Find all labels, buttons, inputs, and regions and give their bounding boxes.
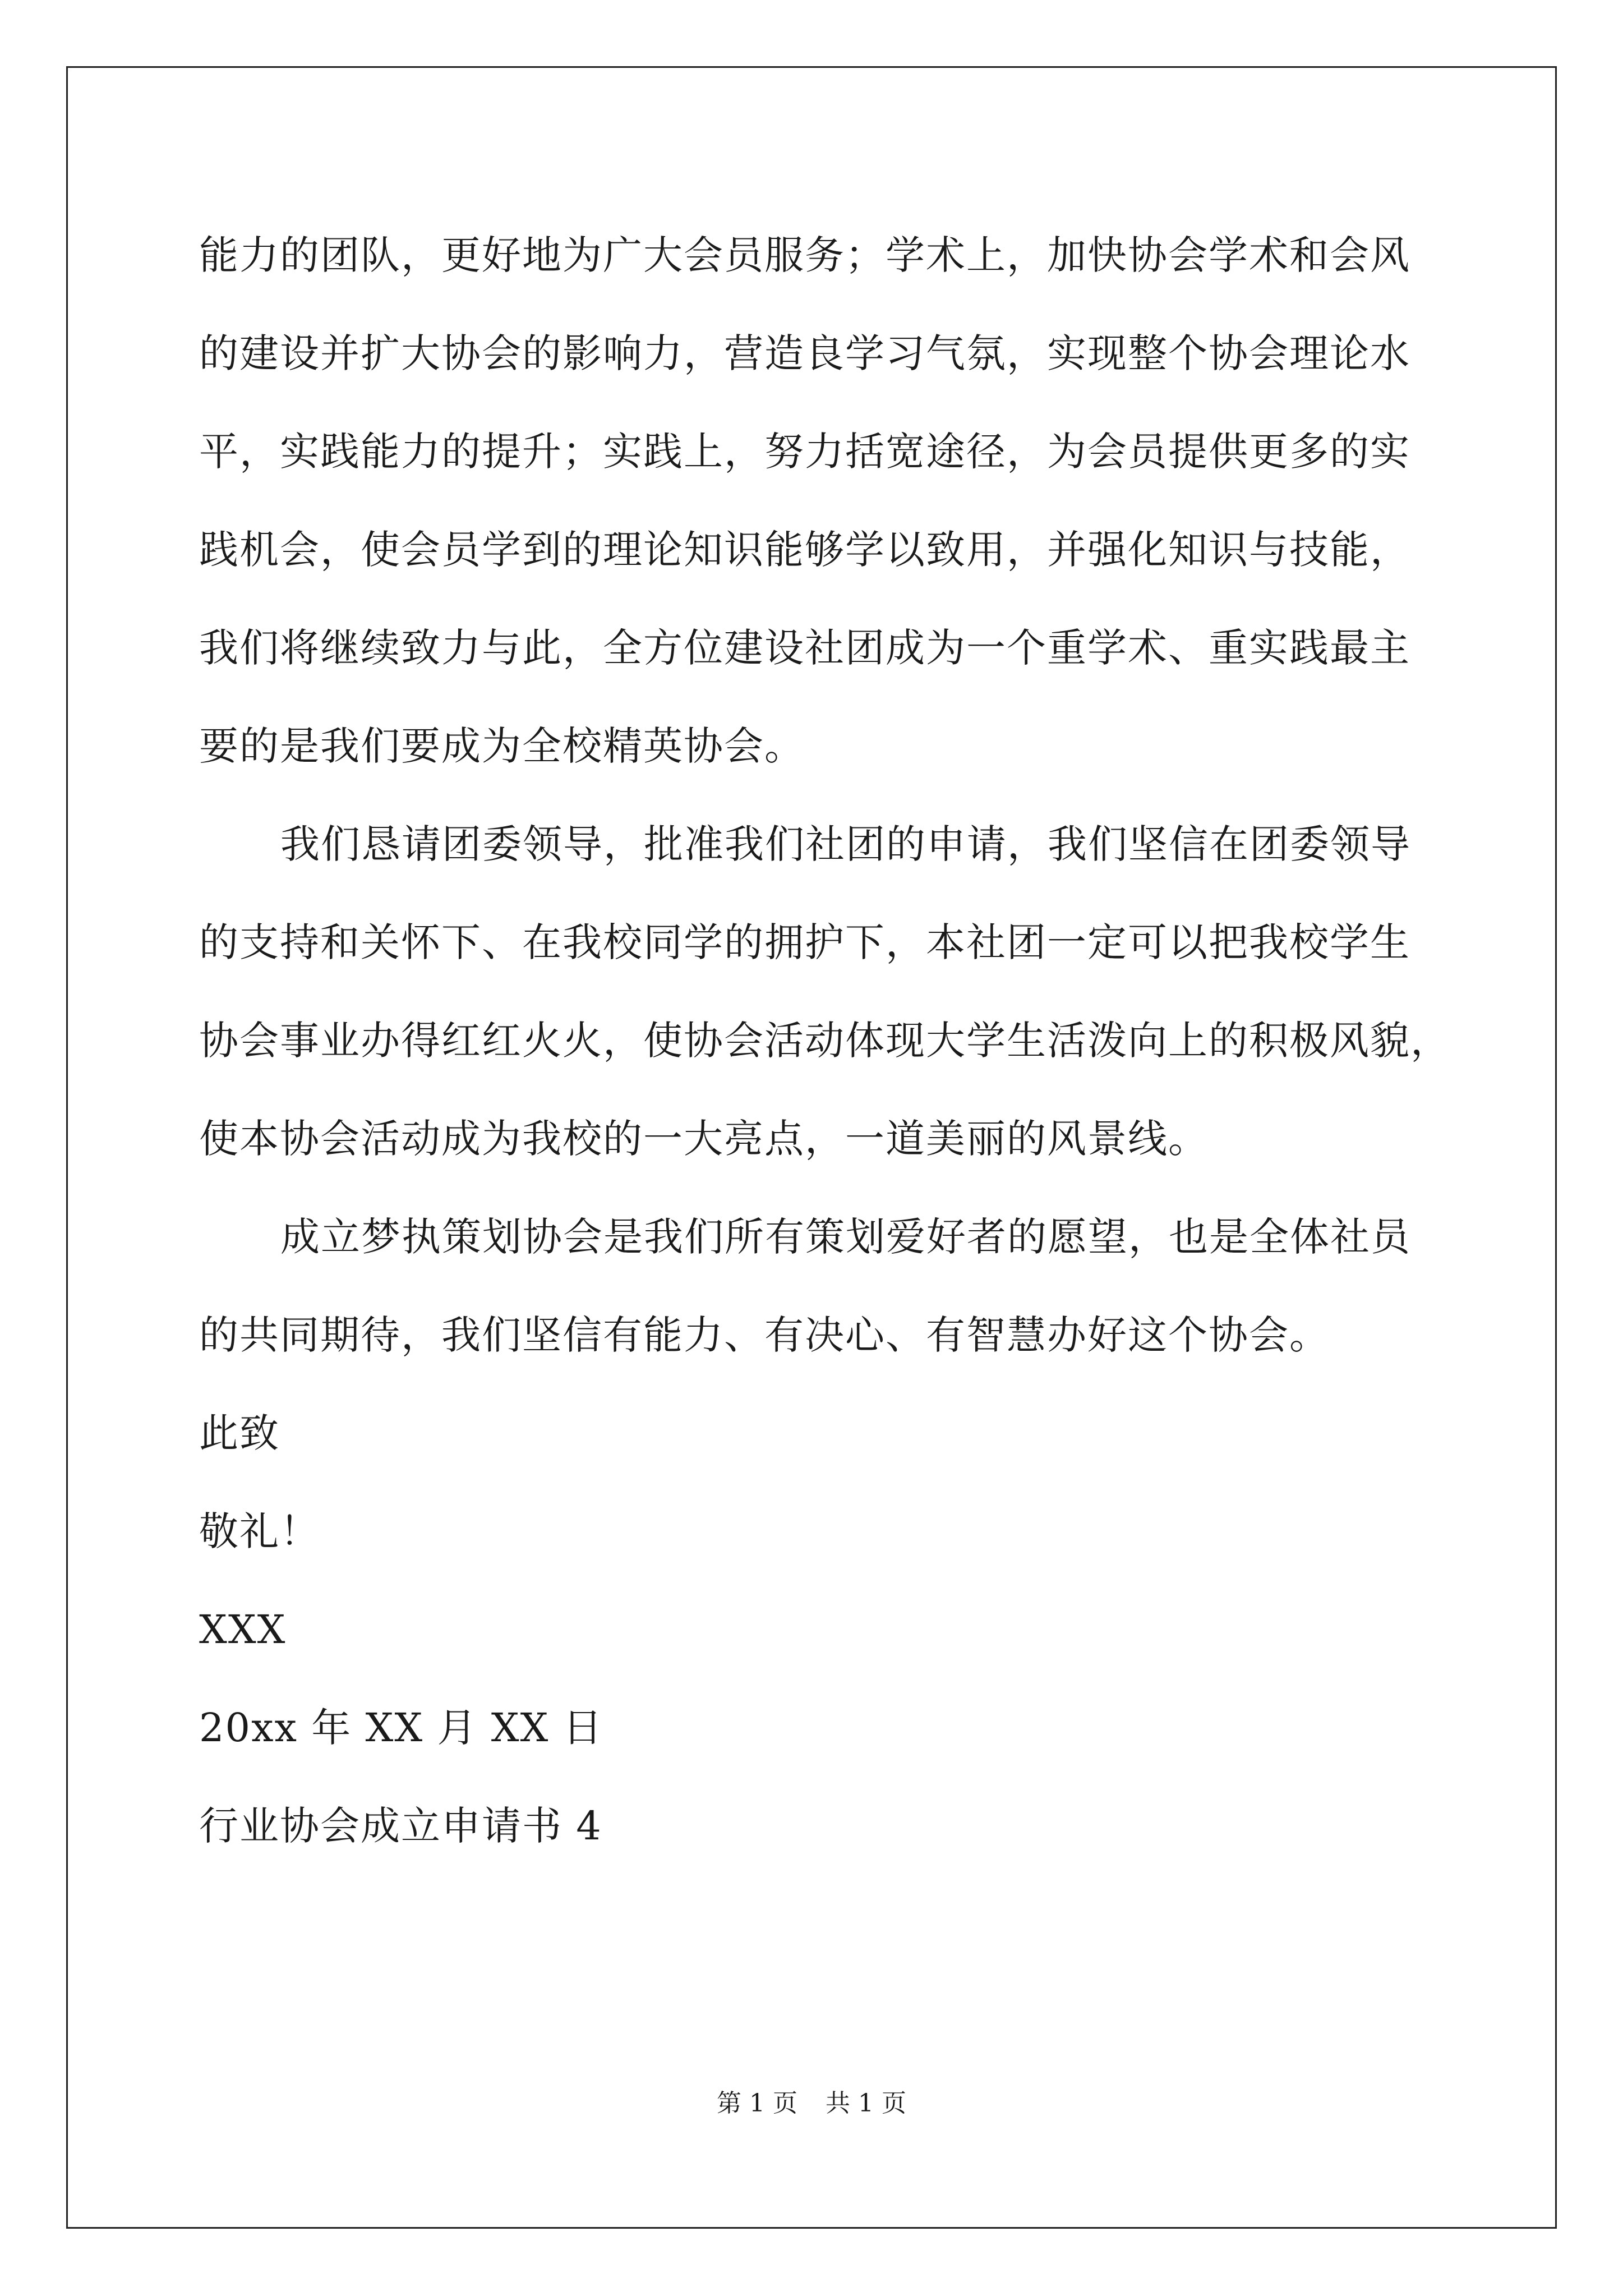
body-text-line: 我们恳请团委领导，批准我们社团的申请，我们坚信在团委领导 [280,821,1411,867]
body-text-line: 能力的团队，更好地为广大会员服务；学术上，加快协会学术和会风 [199,232,1410,278]
closing-regards: 敬礼！ [199,1508,320,1554]
body-text-line: 的建设并扩大协会的影响力，营造良学习气氛，实现整个协会理论水 [199,330,1410,376]
body-text-line: 协会事业办得红红火火，使协会活动体现大学生活泼向上的积极风貌， [199,1018,1451,1064]
body-text-line: 的支持和关怀下、在我校同学的拥护下，本社团一定可以把我校学生 [199,919,1410,965]
section-heading: 行业协会成立申请书 4 [199,1803,602,1849]
closing-salutation: 此致 [199,1410,280,1456]
body-text-line: 的共同期待，我们坚信有能力、有决心、有智慧办好这个协会。 [199,1312,1330,1358]
body-text-line: 平，实践能力的提升；实践上，努力括宽途径，为会员提供更多的实 [199,429,1410,475]
page-footer [0,2087,1623,2120]
body-text-line: 践机会，使会员学到的理论知识能够学以致用，并强化知识与技能， [199,527,1410,573]
page-total: 共 1 页 [826,2089,906,2118]
body-text-line: 使本协会活动成为我校的一大亮点，一道美丽的风景线。 [199,1116,1209,1162]
body-text-line: 成立梦执策划协会是我们所有策划爱好者的愿望，也是全体社员 [280,1214,1411,1260]
signature: XXX [199,1607,287,1653]
date-line: 20xx 年 XX 月 XX 日 [199,1705,603,1751]
body-text-line: 我们将继续致力与此，全方位建设社团成为一个重学术、重实践最主 [199,625,1410,671]
body-text-line: 要的是我们要成为全校精英协会。 [199,723,805,769]
page-number: 第 1 页 [717,2089,797,2118]
